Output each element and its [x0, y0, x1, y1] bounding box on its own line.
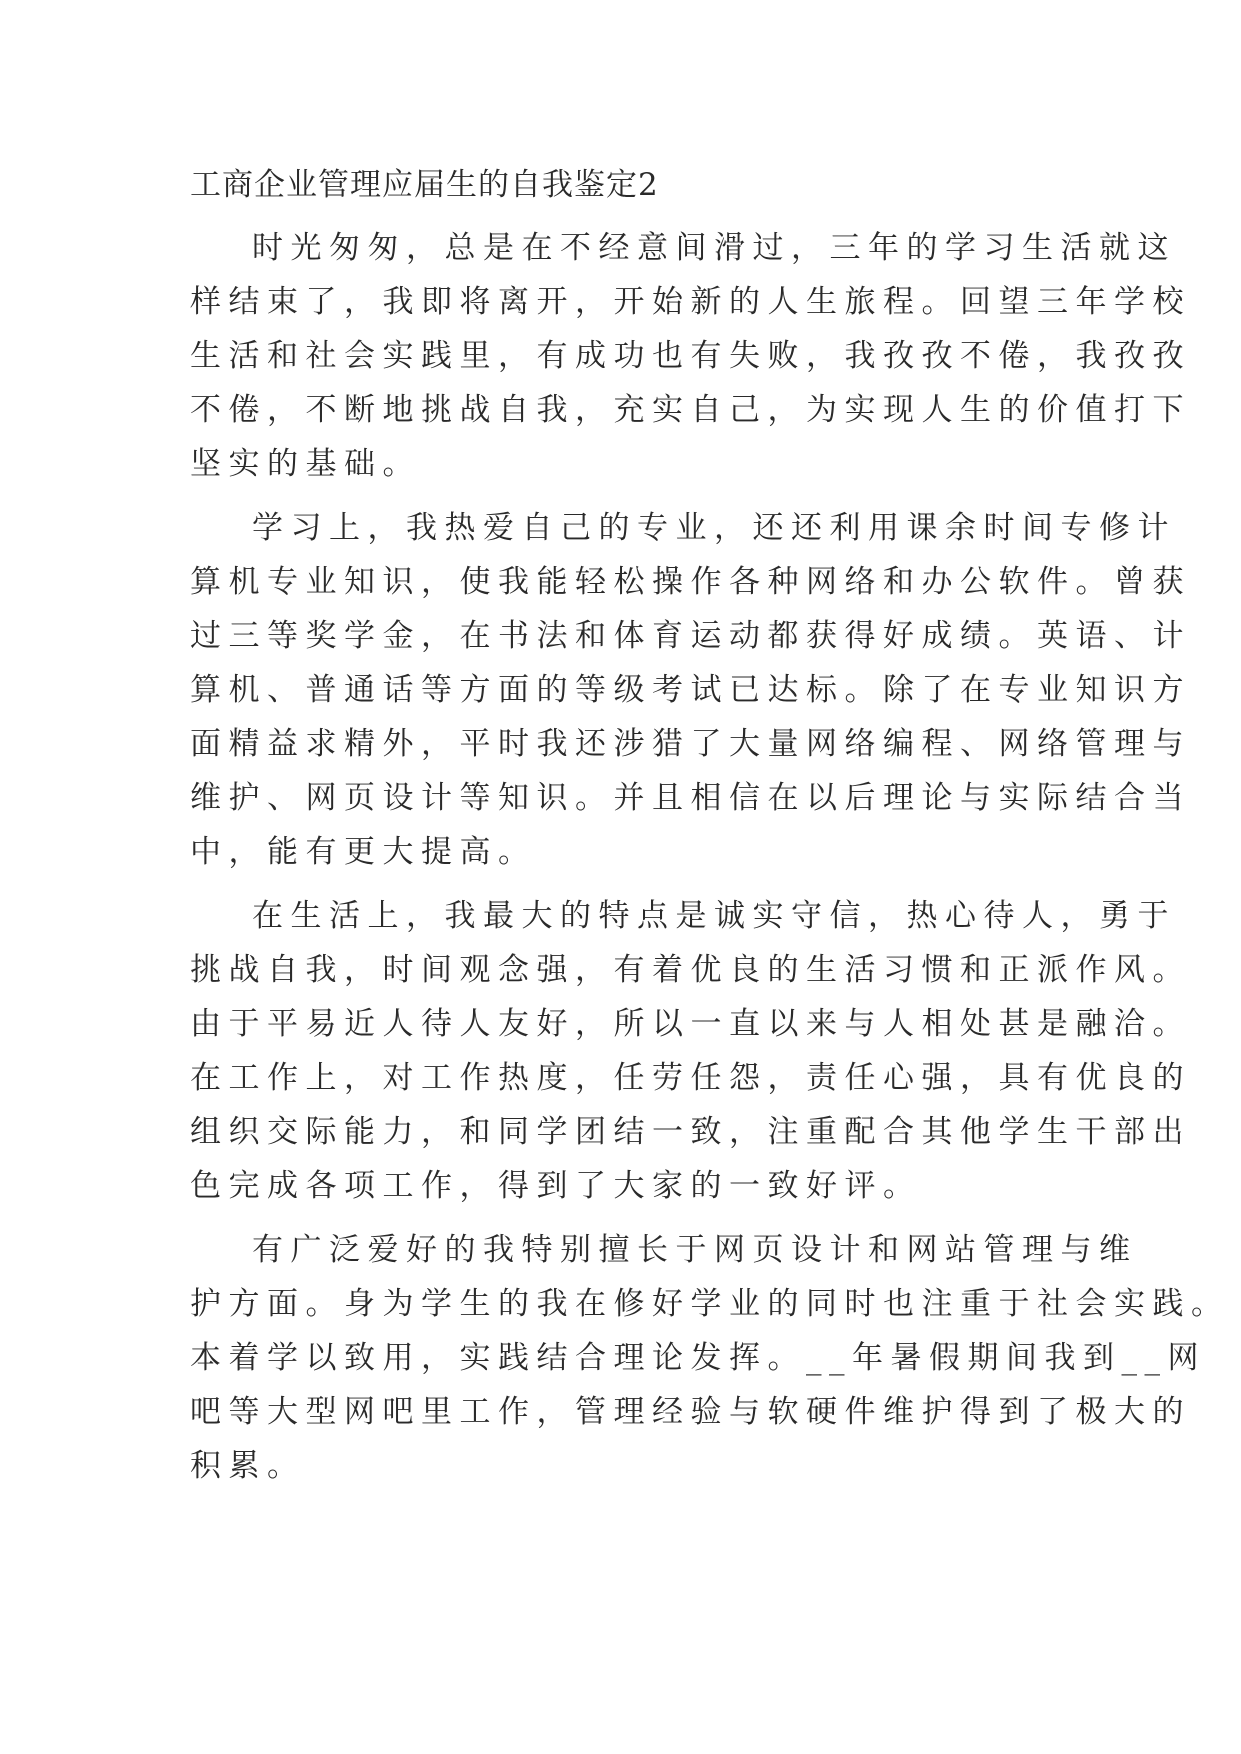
- paragraph-1-line-2: 样结束了，我即将离开，开始新的人生旅程。回望三年学校: [190, 284, 1191, 320]
- paragraph-1-line-5: 坚实的基础。: [190, 446, 421, 482]
- paragraph-4-line-2: 护方面。身为学生的我在修好学业的同时也注重于社会实践。: [190, 1286, 1230, 1322]
- paragraph-4-line-4: 吧等大型网吧里工作，管理经验与软硬件维护得到了极大的: [190, 1394, 1191, 1430]
- paragraph-2-line-2: 算机专业知识，使我能轻松操作各种网络和办公软件。曾获: [190, 564, 1191, 600]
- paragraph-2-line-3: 过三等奖学金，在书法和体育运动都获得好成绩。英语、计: [190, 618, 1191, 654]
- paragraph-3-line-1: 在生活上，我最大的特点是诚实守信，热心待人，勇于: [252, 898, 1176, 934]
- paragraph-3-line-3: 由于平易近人待人友好，所以一直以来与人相处甚是融洽。: [190, 1006, 1191, 1042]
- paragraph-1-line-3: 生活和社会实践里，有成功也有失败，我孜孜不倦，我孜孜: [190, 338, 1191, 374]
- paragraph-2-line-7: 中，能有更大提高。: [190, 834, 537, 870]
- paragraph-3-line-5: 组织交际能力，和同学团结一致，注重配合其他学生干部出: [190, 1114, 1191, 1150]
- paragraph-2-line-4: 算机、普通话等方面的等级考试已达标。除了在专业知识方: [190, 672, 1191, 708]
- paragraph-3-line-2: 挑战自我，时间观念强，有着优良的生活习惯和正派作风。: [190, 952, 1191, 988]
- document-title: 工商企业管理应届生的自我鉴定2: [190, 167, 659, 203]
- paragraph-2-line-1: 学习上，我热爱自己的专业，还还利用课余时间专修计: [252, 510, 1176, 546]
- paragraph-1-line-4: 不倦，不断地挑战自我，充实自己，为实现人生的价值打下: [190, 392, 1191, 428]
- paragraph-2-line-5: 面精益求精外，平时我还涉猎了大量网络编程、网络管理与: [190, 726, 1191, 762]
- paragraph-4-line-1: 有广泛爱好的我特别擅长于网页设计和网站管理与维: [252, 1232, 1138, 1268]
- paragraph-1-line-1: 时光匆匆，总是在不经意间滑过，三年的学习生活就这: [252, 230, 1176, 266]
- paragraph-4-line-5: 积累。: [190, 1448, 306, 1484]
- paragraph-3-line-4: 在工作上，对工作热度，任劳任怨，责任心强，具有优良的: [190, 1060, 1191, 1096]
- paragraph-2-line-6: 维护、网页设计等知识。并且相信在以后理论与实际结合当: [190, 780, 1191, 816]
- paragraph-4-line-3: 本着学以致用，实践结合理论发挥。__年暑假期间我到__网: [190, 1340, 1206, 1376]
- paragraph-3-line-6: 色完成各项工作，得到了大家的一致好评。: [190, 1168, 922, 1204]
